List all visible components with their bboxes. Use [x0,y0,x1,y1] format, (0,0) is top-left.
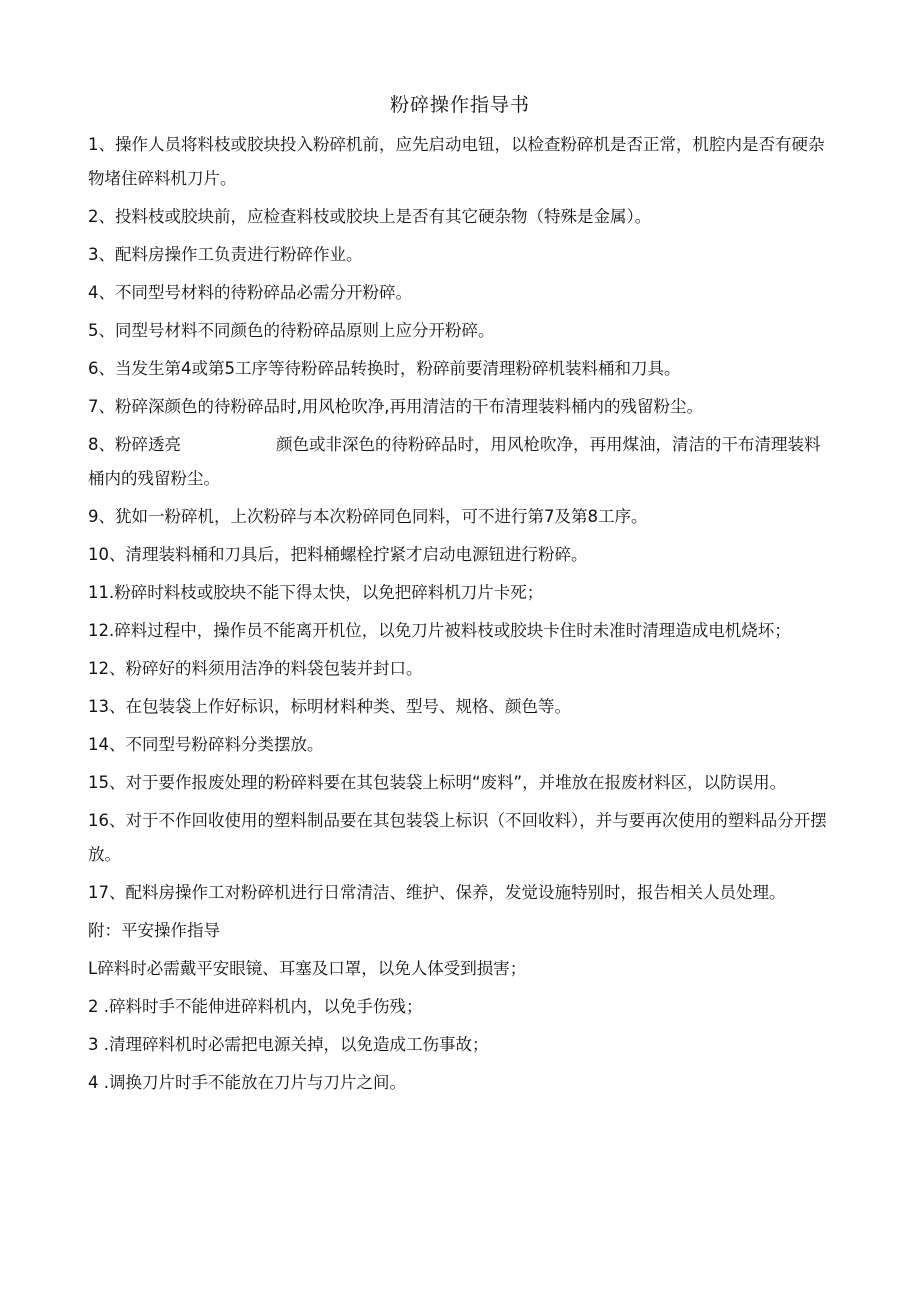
instruction-item-12a: 12.碎料过程中，操作员不能离开机位，以免刀片被料枝或胶块卡住时未准时清理造成电机烧坏； [88,621,791,640]
instruction-item-16: 16、对于不作回收使用的塑料制品要在其包装袋上标识（不回收料），并与要再次使用的塑料品分开摆放。 [88,811,827,864]
instruction-item-11: 11.粉碎时料枝或胶块不能下得太快，以免把碎料机刀片卡死； [88,583,544,602]
instruction-item-6: 6、当发生第4或第5工序等待粉碎品转换时，粉碎前要清理粉碎机装料桶和刀具。 [88,359,681,378]
instruction-item-8-rest: 颜色或非深色的待粉碎品时，用风枪吹净，再用煤油，清洁的干布清理装料桶内的残留粉尘。 [88,435,821,488]
instruction-item-2: 2、投料枝或胶块前，应检查料枝或胶块上是否有其它硬杂物（特殊是金属）。 [88,207,652,226]
instruction-item-9: 9、犹如一粉碎机，上次粉碎与本次粉碎同色同料，可不进行第7及第8工序。 [88,507,648,526]
appendix-item-1: L碎料时必需戴平安眼镜、耳塞及口罩，以免人体受到损害； [88,959,527,978]
instruction-item-5: 5、同型号材料不同颜色的待粉碎品原则上应分开粉碎。 [88,321,495,340]
instruction-item-8 [88,428,832,496]
instruction-item-13: 13、在包装袋上作好标识，标明材料种类、型号、规格、颜色等。 [88,697,571,716]
appendix-item-4: 4 .调换刀片时手不能放在刀片与刀片之间。 [88,1073,406,1092]
appendix-item-3: 3 .清理碎料机时必需把电源关掉，以免造成工伤事故； [88,1035,489,1054]
appendix-item-2: 2 .碎料时手不能伸进碎料机内，以免手伤残； [88,997,423,1016]
instruction-item-10: 10、清理装料桶和刀具后，把料桶螺栓拧紧才启动电源钮进行粉碎。 [88,545,588,564]
document-title: 粉碎操作指导书 [389,94,530,116]
instruction-item-8-prefix: 8、粉碎透亮 [88,435,181,454]
instruction-item-12b: 12、粉碎好的料须用洁净的料袋包装并封口。 [88,659,423,678]
instruction-item-1: 1、操作人员将料枝或胶块投入粉碎机前，应先启动电钮，以检查粉碎机是否正常，机腔内是否有硬杂物堵住碎料机刀片。 [88,135,825,188]
instruction-item-14: 14、不同型号粉碎料分类摆放。 [88,735,324,754]
appendix-title: 附：平安操作指导 [88,921,220,940]
instruction-item-4: 4、不同型号材料的待粉碎品必需分开粉碎。 [88,283,412,302]
instruction-item-7: 7、粉碎深颜色的待粉碎品时,用风枪吹净,再用清洁的干布清理装料桶内的残留粉尘。 [88,397,703,416]
instruction-item-17: 17、配料房操作工对粉碎机进行日常清洁、维护、保养，发觉设施特别时，报告相关人员处理。 [88,883,786,902]
instruction-item-15: 15、对于要作报废处理的粉碎料要在其包装袋上标明“废料”，并堆放在报废材料区，以防误用。 [88,773,787,792]
instruction-item-3: 3、配料房操作工负责进行粉碎作业。 [88,245,363,264]
